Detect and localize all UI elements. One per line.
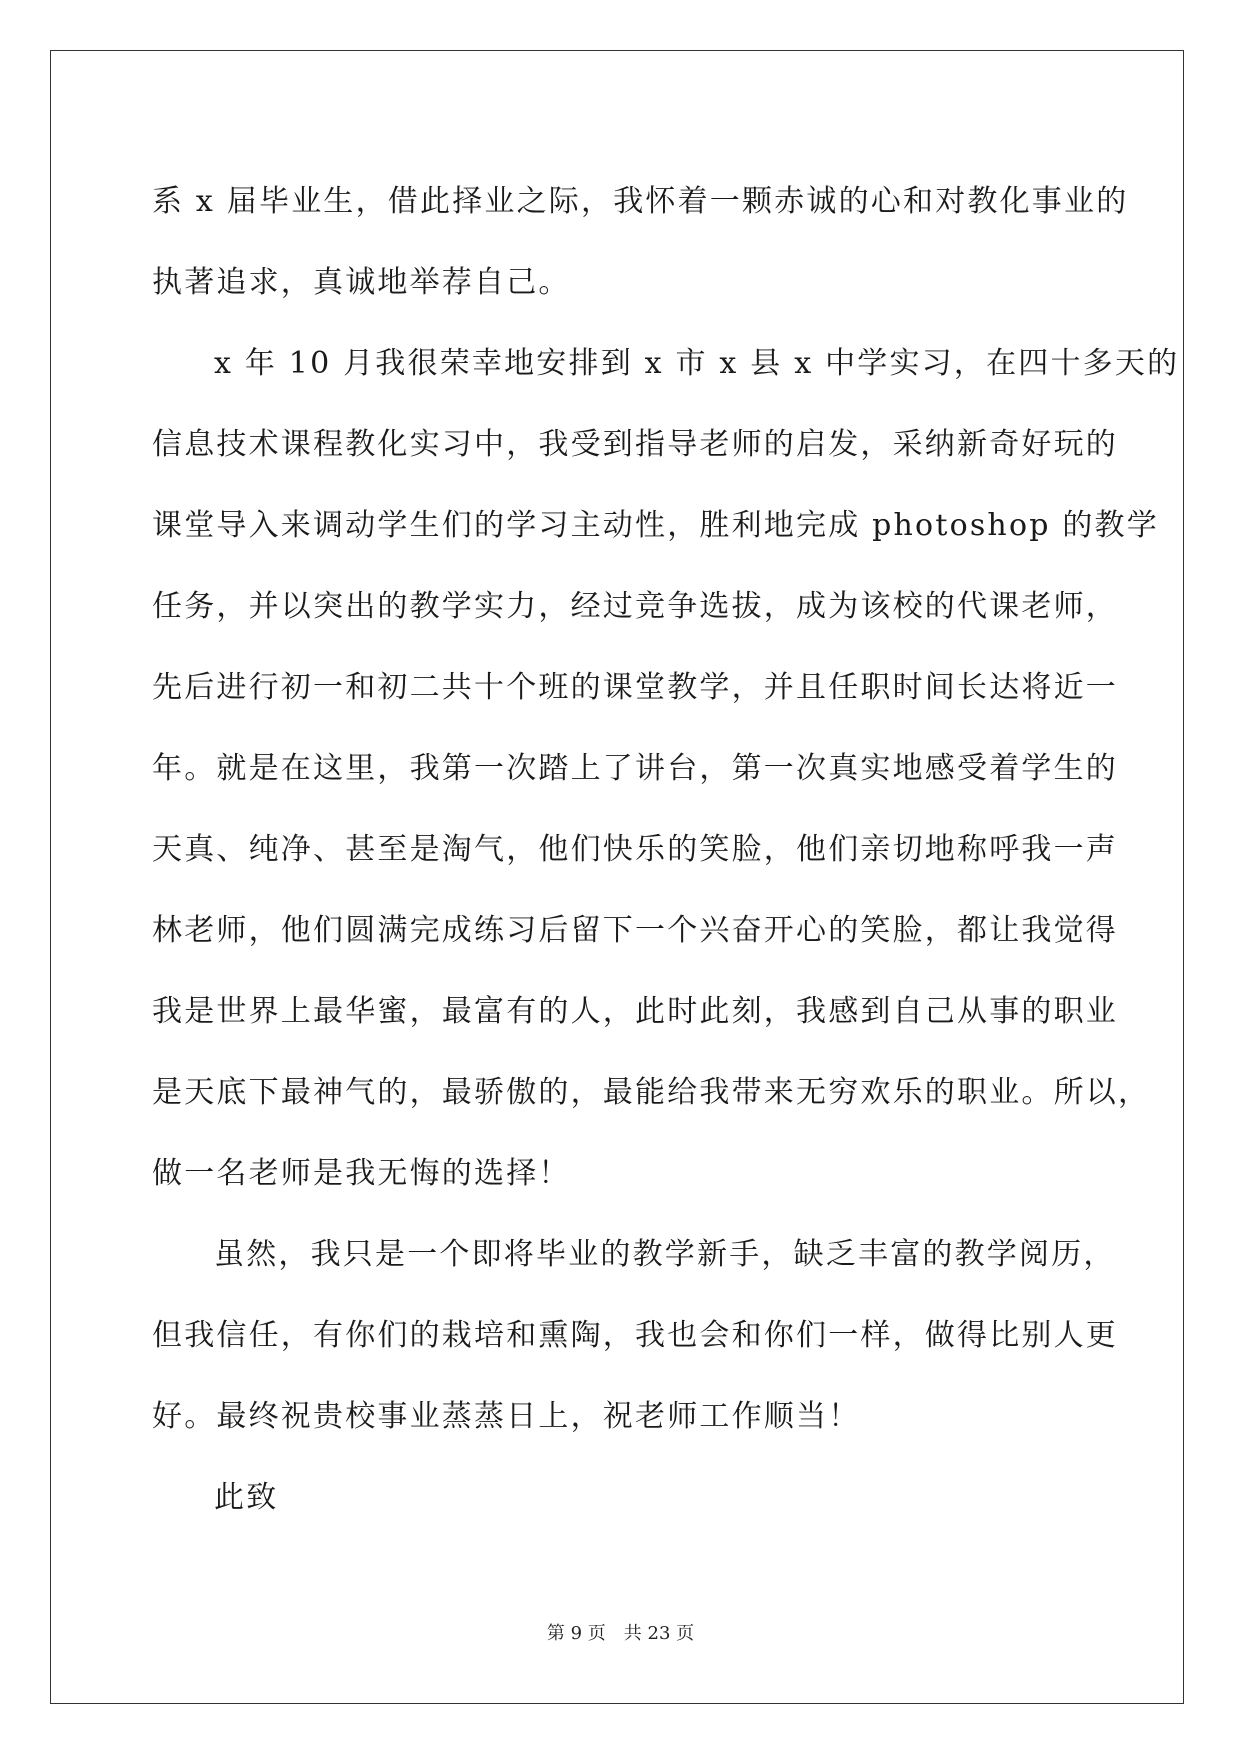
text-line: 信息技术课程教化实习中，我受到指导老师的启发，采纳新奇好玩的 [152, 427, 1118, 462]
text-line: x 年 10 月我很荣幸地安排到 x 市 x 县 x 中学实习，在四十多天的 [214, 346, 1180, 381]
document-body [152, 161, 1180, 1538]
text-line: 任务，并以突出的教学实力，经过竞争选拔，成为该校的代课老师， [152, 589, 1118, 624]
text-line: 执著追求，真诚地举荐自己。 [152, 265, 571, 300]
text-line: 虽然，我只是一个即将毕业的教学新手，缺乏丰富的教学阅历， [214, 1237, 1116, 1272]
text-line: 做一名老师是我无悔的选择！ [152, 1156, 571, 1191]
text-line: 是天底下最神气的，最骄傲的，最能给我带来无穷欢乐的职业。所以， [152, 1075, 1151, 1110]
closing-salutation: 此致 [214, 1480, 279, 1515]
text-line: 天真、纯净、甚至是淘气，他们快乐的笑脸，他们亲切地称呼我一声 [152, 832, 1118, 867]
text-line: 系 x 届毕业生，借此择业之际，我怀着一颗赤诚的心和对教化事业的 [152, 184, 1129, 219]
text-line: 但我信任，有你们的栽培和熏陶，我也会和你们一样，做得比别人更 [152, 1318, 1118, 1353]
text-line: 好。最终祝贵校事业蒸蒸日上，祝老师工作顺当！ [152, 1399, 861, 1434]
text-line: 课堂导入来调动学生们的学习主动性，胜利地完成 photoshop 的教学 [152, 508, 1159, 543]
page-number-footer: 第 9 页 共 23 页 [546, 1623, 695, 1644]
text-line: 林老师，他们圆满完成练习后留下一个兴奋开心的笑脸，都让我觉得 [152, 913, 1118, 948]
text-line: 先后进行初一和初二共十个班的课堂教学，并且任职时间长达将近一 [152, 670, 1118, 705]
text-line: 我是世界上最华蜜，最富有的人，此时此刻，我感到自己从事的职业 [152, 994, 1118, 1029]
text-line: 年。就是在这里，我第一次踏上了讲台，第一次真实地感受着学生的 [152, 751, 1118, 786]
